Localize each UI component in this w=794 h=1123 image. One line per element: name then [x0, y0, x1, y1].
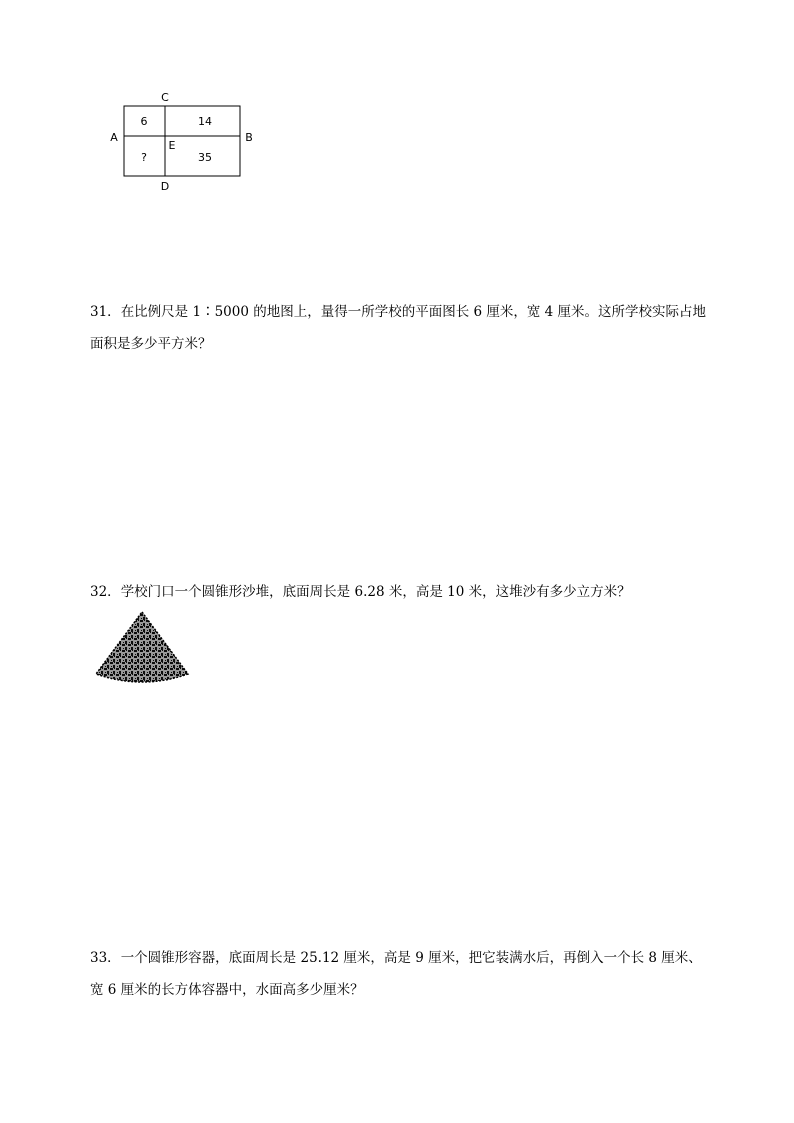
- label-d: D: [160, 180, 170, 193]
- rectangle-diagram: [100, 88, 270, 198]
- question-number: 33．: [90, 950, 121, 966]
- question-text: 在比例尺是 1∶5000 的地图上，量得一所学校的平面图长 6 厘米，宽 4 厘米。这所学校实际占地面积是多少平方米？: [90, 304, 707, 352]
- cell-bottom-right: 35: [198, 151, 212, 164]
- sand-cone-svg: [92, 608, 192, 686]
- cell-top-left: 6: [140, 115, 148, 128]
- question-31: [90, 296, 710, 360]
- label-e: E: [168, 139, 176, 152]
- question-text: 一个圆锥形容器，底面周长是 25.12 厘米，高是 9 厘米，把它装满水后，再倒入一个长 8 厘米、宽 6 厘米的长方体容器中，水面高多少厘米？: [90, 950, 702, 998]
- label-b: B: [245, 131, 253, 144]
- question-text: 学校门口一个圆锥形沙堆，底面周长是 6.28 米，高是 10 米，这堆沙有多少立方米？: [120, 584, 631, 600]
- cone-texture: [92, 608, 192, 686]
- sand-cone-image: [92, 608, 192, 686]
- rectangle-diagram-svg: [100, 88, 270, 198]
- label-a: A: [110, 131, 118, 144]
- question-number: 31．: [90, 304, 121, 320]
- label-c: C: [161, 91, 169, 104]
- cell-top-right: 14: [198, 115, 212, 128]
- question-number: 32．: [90, 584, 121, 600]
- cell-bottom-left: ?: [141, 151, 147, 164]
- question-32: [90, 576, 710, 608]
- question-33: [90, 942, 710, 1006]
